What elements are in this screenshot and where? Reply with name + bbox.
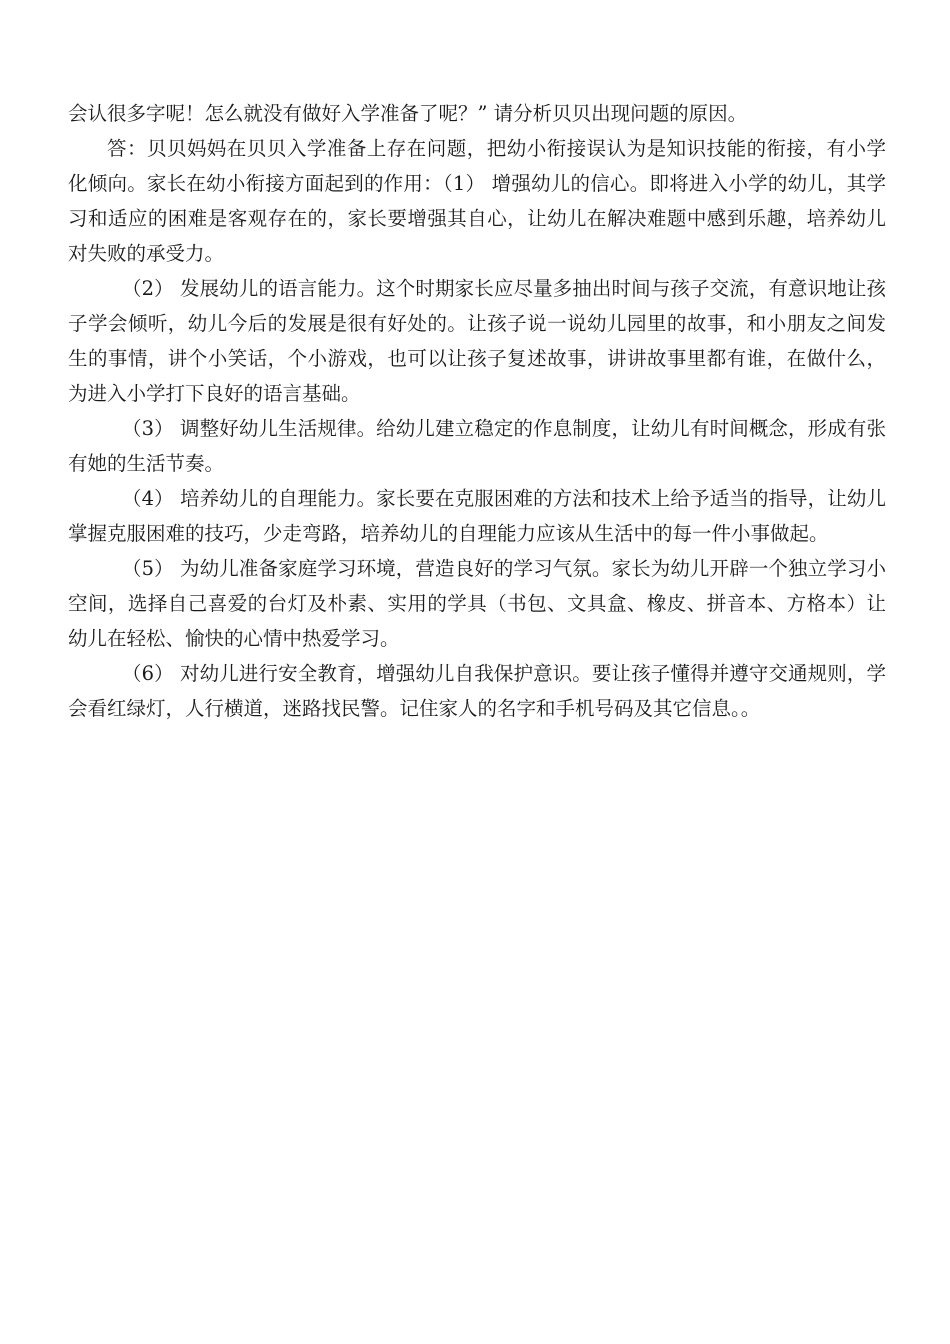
answer-paragraph: 答：贝贝妈妈在贝贝入学准备上存在问题，把幼小衔接误认为是知识技能的衔接，有小学化倾向。家长在幼小衔接方面起到的作用：（1） 增强幼儿的信心。即将进入小学的幼儿，其学习和适应的困难是客观存在的，家长要增强其自心，让幼儿在解决难题中感到乐趣，培养幼儿对失败的承受力。 (68, 137, 886, 265)
point-5-paragraph: （5） 为幼儿准备家庭学习环境，营造良好的学习气氛。家长为幼儿开辟一个独立学习小空间，选择自己喜爱的台灯及朴素、实用的学具（书包、文具盒、橡皮、拼音本、方格本）让幼儿在轻松、愉快的心情中热爱学习。 (68, 557, 886, 650)
point-3-paragraph: （3） 调整好幼儿生活规律。给幼儿建立稳定的作息制度，让幼儿有时间概念，形成有张有她的生活节奏。 (68, 417, 886, 475)
point-6-paragraph: （6） 对幼儿进行安全教育，增强幼儿自我保护意识。要让孩子懂得并遵守交通规则，学会看红绿灯，人行横道，迷路找民警。记住家人的名字和手机号码及其它信息。。 (68, 662, 886, 720)
intro-paragraph: 会认很多字呢！怎么就没有做好入学准备了呢？” 请分析贝贝出现问题的原因。 (68, 102, 748, 125)
point-2-paragraph: （2） 发展幼儿的语言能力。这个时期家长应尽量多抽出时间与孩子交流，有意识地让孩子学会倾听，幼儿今后的发展是很有好处的。让孩子说一说幼儿园里的故事，和小朋友之间发生的事情，讲个小笑话，个小游戏，也可以让孩子复述故事，讲讲故事里都有谁，在做什么，为进入小学打下良好的语言基础。 (68, 277, 886, 405)
document-body (68, 96, 886, 726)
point-4-paragraph: （4） 培养幼儿的自理能力。家长要在克服困难的方法和技术上给予适当的指导，让幼儿掌握克服困难的技巧，少走弯路，培养幼儿的自理能力应该从生活中的每一件小事做起。 (68, 487, 886, 545)
